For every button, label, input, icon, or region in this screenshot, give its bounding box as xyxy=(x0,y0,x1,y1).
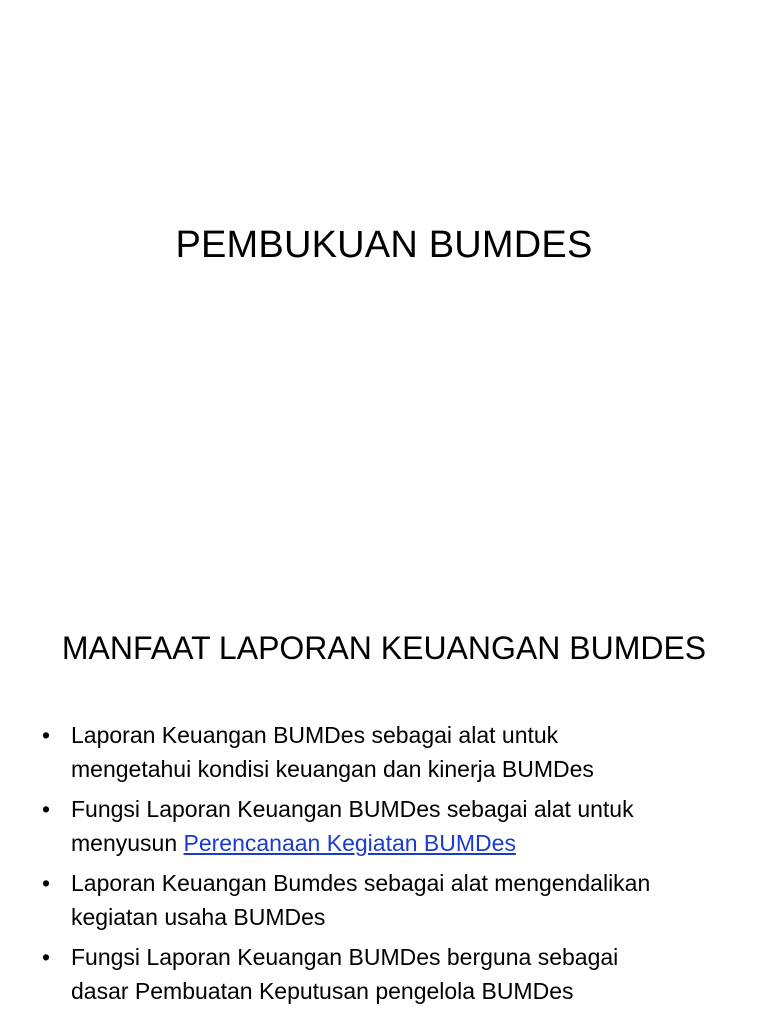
slide-manfaat xyxy=(0,576,768,1024)
list-item xyxy=(42,792,732,860)
bullet-text-line1: Fungsi Laporan Keuangan BUMDes berguna sebagai xyxy=(71,944,619,970)
bullet-icon: • xyxy=(42,870,51,896)
bullet-icon: • xyxy=(42,796,51,822)
bullet-text-line2: menyusun xyxy=(71,830,184,856)
list-item xyxy=(42,718,732,786)
bullet-text-line2: mengetahui kondisi keuangan dan kinerja BUMDes xyxy=(71,756,594,782)
bullet-text-line2: kegiatan usaha BUMDes xyxy=(71,904,326,930)
list-item xyxy=(42,866,732,934)
bullet-text-line1: Laporan Keuangan BUMDes sebagai alat untuk xyxy=(71,722,559,748)
bullet-icon: • xyxy=(42,722,51,748)
perencanaan-kegiatan-link[interactable]: Perencanaan Kegiatan BUMDes xyxy=(183,830,516,856)
bullet-text-line1: Fungsi Laporan Keuangan BUMDes sebagai alat untuk xyxy=(71,796,634,822)
bullet-icon: • xyxy=(42,944,51,970)
bullet-text-line1: Laporan Keuangan Bumdes sebagai alat mengendalikan xyxy=(71,870,651,896)
bullet-list xyxy=(42,718,732,1014)
list-item xyxy=(42,940,732,1008)
slide-2-title: MANFAAT LAPORAN KEUANGAN BUMDES xyxy=(61,630,707,666)
bullet-text-line2: dasar Pembuatan Keputusan pengelola BUMDes xyxy=(71,978,574,1004)
slide-1-title: PEMBUKUAN BUMDES xyxy=(175,224,593,266)
